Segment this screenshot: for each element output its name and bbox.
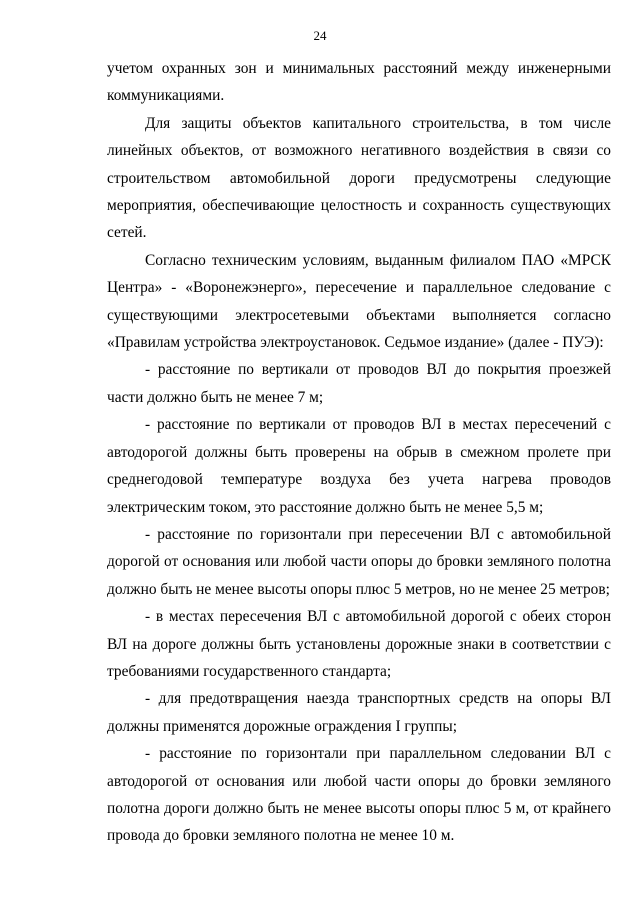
- paragraph-technical-conditions: Согласно техническим условиям, выданным филиалом ПАО «МРСК Центра» - «Воронежэнерго», пересечение и параллельное следование с существующими электросетевыми объектами выполняется согласно «Правилам устройства электроустановок. Седьмое издание» (далее - ПУЭ):: [107, 251, 611, 352]
- list-item-vertical-clearance-crossing: - расстояние по вертикали от проводов ВЛ в местах пересечений с автодорогой должны быть проверены на обрыв в смежном пролете при среднегодовой температуре воздуха без учета нагрева проводов электрическим током, это расстояние должно быть не менее 5,5 м;: [107, 416, 611, 516]
- paragraph-protection-measures: Для защиты объектов капитального строительства, в том числе линейных объектов, от возможного негативного воздействия в связи со строительством автомобильной дороги предусмотрены следующие мероприятия, обеспечивающие целостность и сохранность существующих сетей.: [107, 114, 611, 242]
- list-item-horizontal-distance-crossing: - расстояние по горизонтали при пересечении ВЛ с автомобильной дорогой от основания или любой части опоры до бровки земляного полотна должно быть не менее высоты опоры плюс 5 метров, но не менее 25 метров;: [107, 525, 611, 598]
- paragraph-continuation: учетом охранных зон и минимальных расстояний между инженерными коммуникациями.: [107, 60, 611, 105]
- list-item-horizontal-distance-parallel: - расстояние по горизонтали при параллельном следовании ВЛ с автодорогой от основания или любой части опоры до бровки земляного полотна дороги должно быть не менее высоты опоры плюс 5 м, от крайнего провода до бровки земляного полотна не менее 10 м.: [107, 745, 611, 845]
- page-number: 24: [313, 28, 327, 43]
- list-item-road-signs: - в местах пересечения ВЛ с автомобильной дорогой с обеих сторон ВЛ на дороге должны быть установлены дорожные знаки в соответствии с требованиями государственного стандарта;: [107, 608, 611, 680]
- document-body: [107, 55, 611, 850]
- list-item-vertical-clearance-roadway: - расстояние по вертикали от проводов ВЛ до покрытия проезжей части должно быть не менее 7 м;: [107, 361, 611, 406]
- list-item-road-barriers: - для предотвращения наезда транспортных средств на опоры ВЛ должны применятся дорожные ограждения I группы;: [107, 690, 611, 735]
